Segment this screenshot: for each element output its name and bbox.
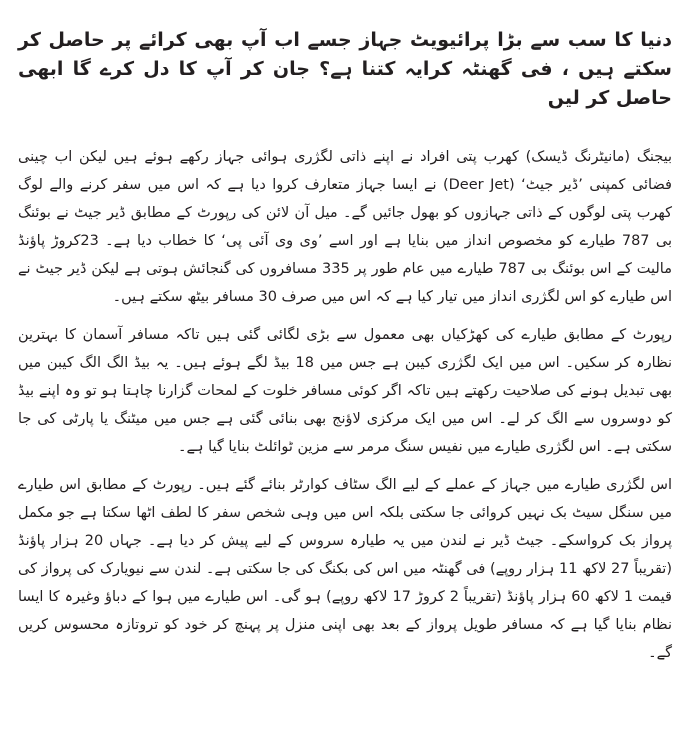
article-paragraph: اس لگژری طیارے میں جہاز کے عملے کے لیے الگ سٹاف کوارٹر بنائے گئے ہیں۔ رپورٹ کے مطابق اس طیارے میں سنگل سیٹ بک نہیں کروائی جا سکتی بلکہ اس میں وہی شخص سفر کا لطف اٹھا سکتا ہے جو مکمل پرواز بک کرواسکے۔ جیٹ ڈیر نے لندن میں یہ طیارہ سروس کے لیے پیش کر دیا ہے۔ جہاں 20 ہزار پاؤنڈ (تقریباً 27 لاکھ 11 ہزار روپے) فی گھنٹہ میں اس کی بکنگ کی جا سکتی ہے۔ لندن سے نیویارک کی پرواز کی قیمت 1 لاکھ 60 ہزار پاؤنڈ (تقریباً 2 کروڑ 17 لاکھ روپے) ہو گی۔ اس طیارے میں ہوا کے دباؤ وغیرہ کا ایسا نظام بنایا گیا ہے کہ مسافر طویل پرواز کے بعد بھی اپنی منزل پر پہنچ کر خود کو تروتازہ محسوس کریں گے۔ [18,477,672,661]
article-headline: دنیا کا سب سے بڑا پرائیویٹ جہاز جسے اب آپ بھی کرائے پر حاصل کر سکتے ہیں ، فی گھنٹہ کرایہ کتنا ہے؟ جان کر آپ کا دل کرے گا ابھی حاصل کر لیں [18,29,672,109]
article-paragraph: بیجنگ (مانیٹرنگ ڈیسک) کھرب پتی افراد نے اپنے ذاتی لگژری ہوائی جہاز رکھے ہوئے ہیں لیکن اب چینی فضائی کمپنی ’ڈیر جیٹ‘ (Deer Jet) نے ایسا جہاز متعارف کروا دیا ہے کہ اس میں سفر کرنے والے لوگ کھرب پتی لوگوں کے ذاتی جہازوں کو بھول جائیں گے۔ میل آن لائن کی رپورٹ کے مطابق ڈیر جیٹ نے بوئنگ بی 787 طیارے کو مخصوص انداز میں بنایا ہے اور اسے ’وی وی آئی پی‘ کا خطاب دیا ہے۔ 23کروڑ پاؤنڈ مالیت کے اس بوئنگ بی 787 طیارے میں عام طور پر 335 مسافروں کی گنجائش ہوتی ہے لیکن ڈیر جیٹ نے اس طیارے کو اس لگژری انداز میں تیار کیا ہے کہ اس میں صرف 30 مسافر بیٹھ سکتے ہیں۔ [18,149,673,305]
article-paragraph: رپورٹ کے مطابق طیارے کی کھڑکیاں بھی معمول سے بڑی لگائی گئی ہیں تاکہ مسافر آسمان کا بہترین نظارہ کر سکیں۔ اس میں ایک لگژری کیبن ہے جس میں 18 بیڈ لگے ہوئے ہیں۔ یہ بیڈ الگ الگ کیبن میں بھی تبدیل ہونے کی صلاحیت رکھتے ہیں تاکہ اگر کوئی مسافر خلوت کے لمحات گزارنا چاہتا ہو تو وہ اپنے بیڈ کو دوسروں سے الگ کر لے۔ اس میں ایک مرکزی لاؤنج بھی بنائی گئی ہے جس میں میٹنگ یا پارٹی کی جا سکتی ہے۔ اس لگژری طیارے میں نفیس سنگ مرمر سے مزین ٹوائلٹ بنایا گیا ہے۔ [18,327,673,455]
